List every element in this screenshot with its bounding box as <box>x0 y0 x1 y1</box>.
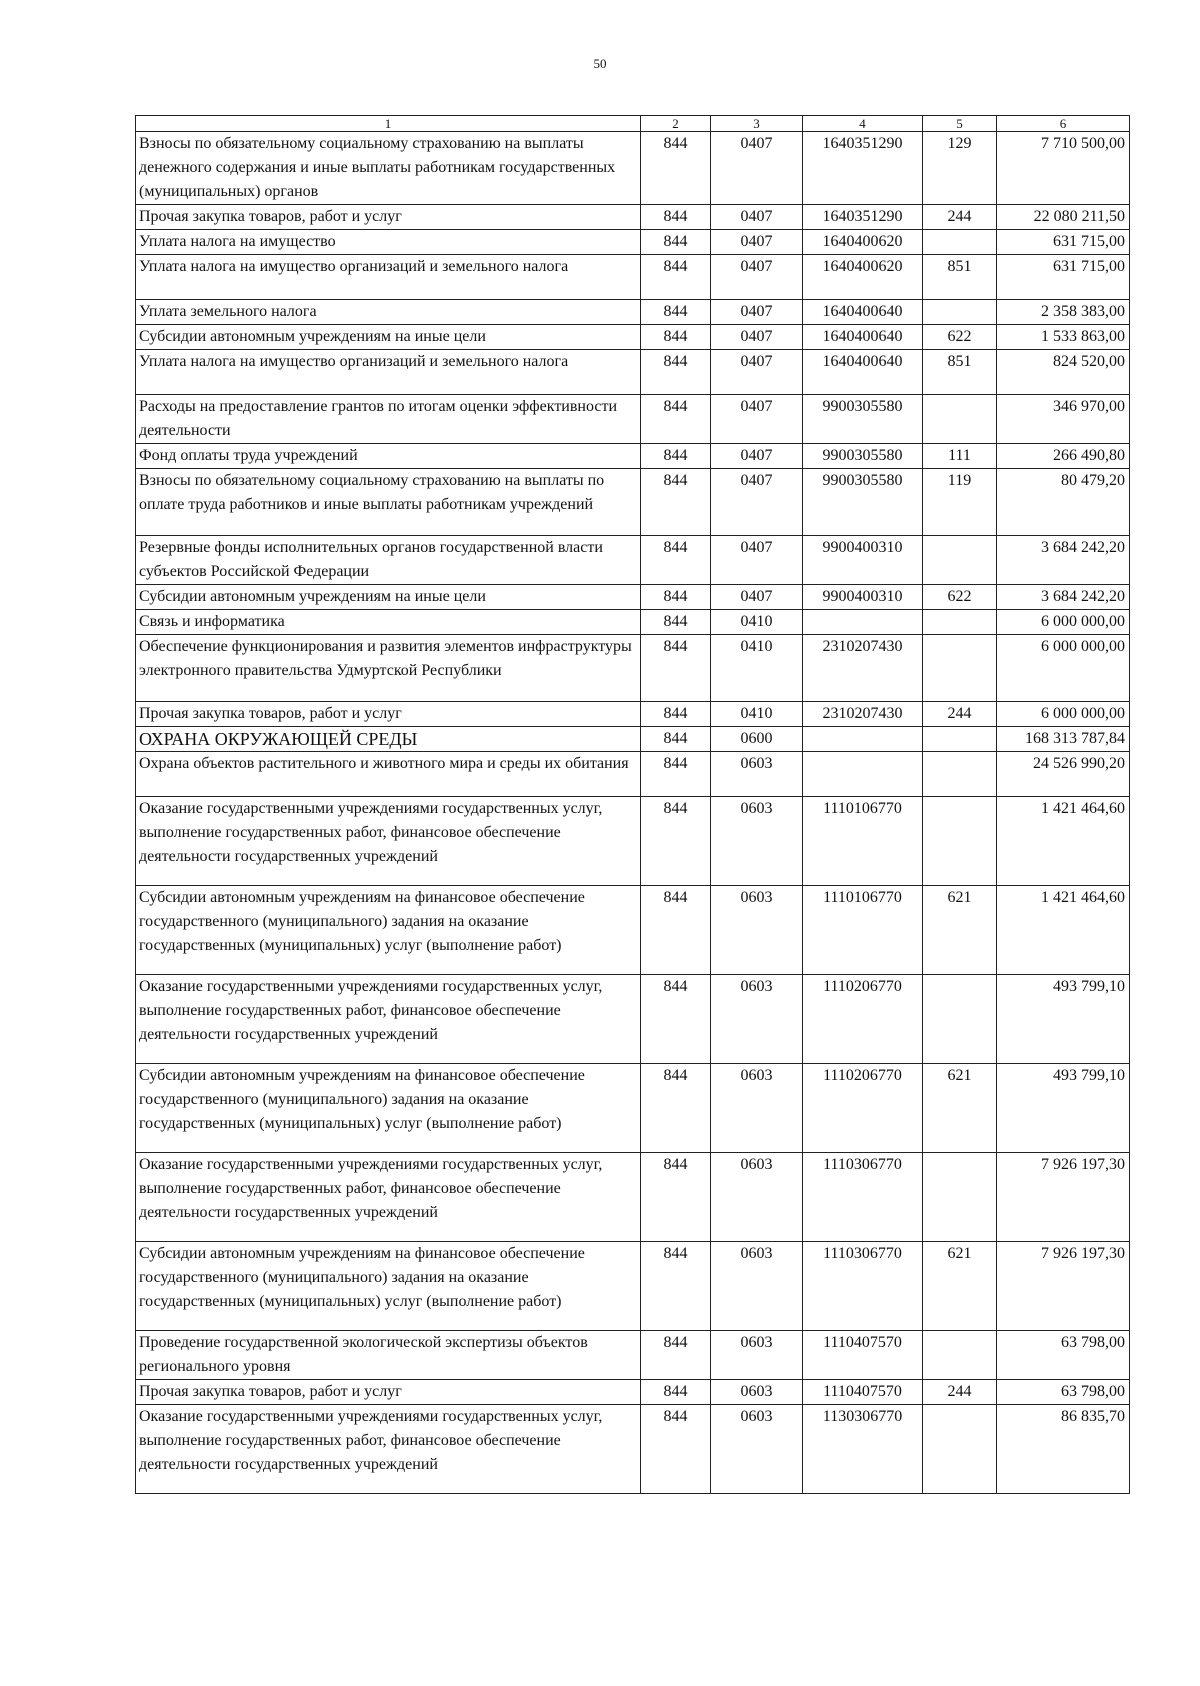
row-code-ministry-cell: 844 <box>641 1153 711 1242</box>
row-code-target-cell: 1110407570 <box>803 1380 923 1405</box>
row-amount-cell: 1 421 464,60 <box>997 797 1130 886</box>
row-code-section-cell: 0407 <box>711 585 803 610</box>
row-name-cell: Охрана объектов растительного и животного мира и среды их обитания <box>136 752 641 797</box>
row-code-target-cell: 1110106770 <box>803 886 923 975</box>
row-name-cell: Проведение государственной экологической экспертизы объектов регионального уровня <box>136 1331 641 1380</box>
row-amount-cell: 7 710 500,00 <box>997 132 1130 205</box>
row-code-target-cell <box>803 727 923 752</box>
row-code-type-cell: 622 <box>923 585 997 610</box>
table-row <box>136 300 1130 325</box>
table-row <box>136 1153 1130 1242</box>
row-code-target-cell: 9900305580 <box>803 469 923 536</box>
row-name-cell: Субсидии автономным учреждениям на иные цели <box>136 325 641 350</box>
row-code-target-cell: 1110206770 <box>803 1064 923 1153</box>
table-row <box>136 610 1130 635</box>
row-code-ministry-cell: 844 <box>641 469 711 536</box>
row-amount-cell: 3 684 242,20 <box>997 536 1130 585</box>
table-header-row <box>136 116 1130 132</box>
row-name-cell: Субсидии автономным учреждениям на иные цели <box>136 585 641 610</box>
row-amount-cell: 6 000 000,00 <box>997 702 1130 727</box>
row-code-ministry-cell: 844 <box>641 797 711 886</box>
row-code-target-cell: 9900400310 <box>803 536 923 585</box>
row-code-type-cell <box>923 752 997 797</box>
row-name-cell: Субсидии автономным учреждениям на финансовое обеспечение государственного (муниципального) задания на оказание государственных (муниципальных) услуг (выполнение работ) <box>136 1064 641 1153</box>
row-name-cell: Взносы по обязательному социальному страхованию на выплаты по оплате труда работников и иные выплаты работникам учреждений <box>136 469 641 536</box>
row-code-target-cell: 1110306770 <box>803 1242 923 1331</box>
row-code-ministry-cell: 844 <box>641 325 711 350</box>
table-row <box>136 886 1130 975</box>
header-cell-5: 5 <box>923 116 997 132</box>
table-row <box>136 975 1130 1064</box>
table-row <box>136 1380 1130 1405</box>
row-code-ministry-cell: 844 <box>641 230 711 255</box>
row-code-section-cell: 0603 <box>711 797 803 886</box>
header-cell-3: 3 <box>711 116 803 132</box>
row-amount-cell: 631 715,00 <box>997 255 1130 300</box>
row-code-ministry-cell: 844 <box>641 585 711 610</box>
row-name-cell: Взносы по обязательному социальному страхованию на выплаты денежного содержания и иные выплаты работникам государственных (муниципальных) органов <box>136 132 641 205</box>
header-cell-2: 2 <box>641 116 711 132</box>
row-name-cell: Прочая закупка товаров, работ и услуг <box>136 205 641 230</box>
row-amount-cell: 168 313 787,84 <box>997 727 1130 752</box>
table-row <box>136 350 1130 395</box>
row-code-section-cell: 0407 <box>711 395 803 444</box>
row-code-target-cell: 1110206770 <box>803 975 923 1064</box>
row-code-ministry-cell: 844 <box>641 975 711 1064</box>
row-code-ministry-cell: 844 <box>641 350 711 395</box>
row-code-type-cell <box>923 797 997 886</box>
table-row <box>136 1331 1130 1380</box>
header-cell-4: 4 <box>803 116 923 132</box>
row-code-target-cell: 1110106770 <box>803 797 923 886</box>
row-name-cell: Резервные фонды исполнительных органов государственной власти субъектов Российской Федерации <box>136 536 641 585</box>
row-name-cell: ОХРАНА ОКРУЖАЮЩЕЙ СРЕДЫ <box>136 727 641 752</box>
row-amount-cell: 7 926 197,30 <box>997 1242 1130 1331</box>
row-code-section-cell: 0410 <box>711 635 803 702</box>
page-number: 50 <box>593 56 607 71</box>
row-code-type-cell <box>923 395 997 444</box>
row-code-section-cell: 0407 <box>711 469 803 536</box>
row-code-ministry-cell: 844 <box>641 886 711 975</box>
row-code-target-cell: 1130306770 <box>803 1405 923 1494</box>
row-name-cell: Уплата налога на имущество <box>136 230 641 255</box>
row-code-section-cell: 0407 <box>711 230 803 255</box>
header-cell-1: 1 <box>136 116 641 132</box>
row-code-ministry-cell: 844 <box>641 752 711 797</box>
row-code-target-cell: 1640351290 <box>803 132 923 205</box>
row-code-target-cell: 9900400310 <box>803 585 923 610</box>
row-code-section-cell: 0407 <box>711 536 803 585</box>
row-code-ministry-cell: 844 <box>641 635 711 702</box>
row-name-cell: Прочая закупка товаров, работ и услуг <box>136 702 641 727</box>
row-code-ministry-cell: 844 <box>641 610 711 635</box>
row-code-target-cell <box>803 610 923 635</box>
row-name-cell: Связь и информатика <box>136 610 641 635</box>
row-code-section-cell: 0407 <box>711 205 803 230</box>
row-code-section-cell: 0603 <box>711 975 803 1064</box>
row-name-cell: Субсидии автономным учреждениям на финансовое обеспечение государственного (муниципального) задания на оказание государственных (муниципальных) услуг (выполнение работ) <box>136 886 641 975</box>
row-code-type-cell <box>923 975 997 1064</box>
row-name-cell: Оказание государственными учреждениями государственных услуг, выполнение государственных работ, финансовое обеспечение деятельности государственных учреждений <box>136 1153 641 1242</box>
table-row <box>136 255 1130 300</box>
row-code-target-cell: 1110407570 <box>803 1331 923 1380</box>
table-row <box>136 395 1130 444</box>
row-code-target-cell: 1640351290 <box>803 205 923 230</box>
row-code-type-cell: 622 <box>923 325 997 350</box>
row-code-type-cell <box>923 536 997 585</box>
table-row <box>136 797 1130 886</box>
row-name-cell: Фонд оплаты труда учреждений <box>136 444 641 469</box>
row-code-section-cell: 0407 <box>711 255 803 300</box>
row-code-type-cell <box>923 300 997 325</box>
row-code-ministry-cell: 844 <box>641 702 711 727</box>
row-code-section-cell: 0603 <box>711 1242 803 1331</box>
row-code-ministry-cell: 844 <box>641 1405 711 1494</box>
row-code-type-cell <box>923 1331 997 1380</box>
row-code-type-cell <box>923 727 997 752</box>
row-amount-cell: 493 799,10 <box>997 975 1130 1064</box>
row-code-target-cell: 1640400620 <box>803 230 923 255</box>
row-code-target-cell: 1640400640 <box>803 300 923 325</box>
row-code-section-cell: 0600 <box>711 727 803 752</box>
row-name-cell: Расходы на предоставление грантов по итогам оценки эффективности деятельности <box>136 395 641 444</box>
row-code-type-cell: 244 <box>923 1380 997 1405</box>
row-amount-cell: 266 490,80 <box>997 444 1130 469</box>
table-row <box>136 1242 1130 1331</box>
row-code-section-cell: 0410 <box>711 610 803 635</box>
row-code-ministry-cell: 844 <box>641 536 711 585</box>
row-amount-cell: 346 970,00 <box>997 395 1130 444</box>
table-row <box>136 1405 1130 1494</box>
row-amount-cell: 631 715,00 <box>997 230 1130 255</box>
row-code-type-cell: 621 <box>923 1242 997 1331</box>
row-name-cell: Уплата налога на имущество организаций и земельного налога <box>136 350 641 395</box>
row-code-type-cell: 851 <box>923 350 997 395</box>
row-code-type-cell <box>923 610 997 635</box>
row-code-section-cell: 0407 <box>711 300 803 325</box>
row-amount-cell: 6 000 000,00 <box>997 610 1130 635</box>
row-amount-cell: 3 684 242,20 <box>997 585 1130 610</box>
row-name-cell: Обеспечение функционирования и развития элементов инфраструктуры электронного правительства Удмуртской Республики <box>136 635 641 702</box>
table-row <box>136 230 1130 255</box>
row-code-type-cell: 111 <box>923 444 997 469</box>
row-name-cell: Оказание государственными учреждениями государственных услуг, выполнение государственных работ, финансовое обеспечение деятельности государственных учреждений <box>136 975 641 1064</box>
row-code-type-cell <box>923 1153 997 1242</box>
row-amount-cell: 2 358 383,00 <box>997 300 1130 325</box>
row-code-ministry-cell: 844 <box>641 300 711 325</box>
row-amount-cell: 63 798,00 <box>997 1331 1130 1380</box>
row-code-type-cell: 129 <box>923 132 997 205</box>
row-code-type-cell: 851 <box>923 255 997 300</box>
table-row <box>136 132 1130 205</box>
row-name-cell: Оказание государственными учреждениями государственных услуг, выполнение государственных работ, финансовое обеспечение деятельности государственных учреждений <box>136 797 641 886</box>
row-code-section-cell: 0603 <box>711 1405 803 1494</box>
row-code-ministry-cell: 844 <box>641 255 711 300</box>
row-amount-cell: 1 421 464,60 <box>997 886 1130 975</box>
table-row <box>136 702 1130 727</box>
row-amount-cell: 824 520,00 <box>997 350 1130 395</box>
table-row <box>136 325 1130 350</box>
row-amount-cell: 24 526 990,20 <box>997 752 1130 797</box>
row-code-type-cell: 621 <box>923 886 997 975</box>
row-amount-cell: 22 080 211,50 <box>997 205 1130 230</box>
row-code-ministry-cell: 844 <box>641 727 711 752</box>
row-code-target-cell: 2310207430 <box>803 702 923 727</box>
row-code-target-cell <box>803 752 923 797</box>
table-row <box>136 1064 1130 1153</box>
row-code-type-cell: 119 <box>923 469 997 536</box>
row-code-section-cell: 0407 <box>711 350 803 395</box>
row-code-target-cell: 9900305580 <box>803 395 923 444</box>
row-code-section-cell: 0407 <box>711 325 803 350</box>
table-row <box>136 635 1130 702</box>
row-code-section-cell: 0407 <box>711 444 803 469</box>
table-row <box>136 727 1130 752</box>
row-code-ministry-cell: 844 <box>641 205 711 230</box>
row-code-ministry-cell: 844 <box>641 1242 711 1331</box>
row-name-cell: Прочая закупка товаров, работ и услуг <box>136 1380 641 1405</box>
table-row <box>136 469 1130 536</box>
row-code-section-cell: 0603 <box>711 1380 803 1405</box>
row-code-ministry-cell: 844 <box>641 395 711 444</box>
row-code-section-cell: 0603 <box>711 1064 803 1153</box>
row-code-section-cell: 0603 <box>711 1153 803 1242</box>
row-name-cell: Оказание государственными учреждениями государственных услуг, выполнение государственных работ, финансовое обеспечение деятельности государственных учреждений <box>136 1405 641 1494</box>
row-code-type-cell <box>923 1405 997 1494</box>
row-code-target-cell: 2310207430 <box>803 635 923 702</box>
table-row <box>136 444 1130 469</box>
row-amount-cell: 493 799,10 <box>997 1064 1130 1153</box>
row-code-section-cell: 0407 <box>711 132 803 205</box>
table-row <box>136 752 1130 797</box>
row-code-ministry-cell: 844 <box>641 1331 711 1380</box>
budget-table <box>135 115 1130 1494</box>
row-code-ministry-cell: 844 <box>641 132 711 205</box>
row-code-ministry-cell: 844 <box>641 444 711 469</box>
row-code-target-cell: 1640400640 <box>803 350 923 395</box>
row-name-cell: Субсидии автономным учреждениям на финансовое обеспечение государственного (муниципального) задания на оказание государственных (муниципальных) услуг (выполнение работ) <box>136 1242 641 1331</box>
row-amount-cell: 80 479,20 <box>997 469 1130 536</box>
row-code-target-cell: 9900305580 <box>803 444 923 469</box>
row-code-section-cell: 0410 <box>711 702 803 727</box>
header-cell-6: 6 <box>997 116 1130 132</box>
row-amount-cell: 86 835,70 <box>997 1405 1130 1494</box>
table-row <box>136 536 1130 585</box>
row-code-section-cell: 0603 <box>711 1331 803 1380</box>
row-code-type-cell <box>923 635 997 702</box>
table-row <box>136 585 1130 610</box>
row-name-cell: Уплата земельного налога <box>136 300 641 325</box>
row-amount-cell: 1 533 863,00 <box>997 325 1130 350</box>
table-body <box>136 116 1130 1494</box>
row-code-type-cell: 621 <box>923 1064 997 1153</box>
table-row <box>136 205 1130 230</box>
row-amount-cell: 6 000 000,00 <box>997 635 1130 702</box>
row-code-section-cell: 0603 <box>711 752 803 797</box>
row-code-target-cell: 1640400640 <box>803 325 923 350</box>
row-code-type-cell <box>923 230 997 255</box>
row-amount-cell: 63 798,00 <box>997 1380 1130 1405</box>
row-code-section-cell: 0603 <box>711 886 803 975</box>
row-code-target-cell: 1640400620 <box>803 255 923 300</box>
row-amount-cell: 7 926 197,30 <box>997 1153 1130 1242</box>
row-code-type-cell: 244 <box>923 205 997 230</box>
row-code-ministry-cell: 844 <box>641 1380 711 1405</box>
row-code-target-cell: 1110306770 <box>803 1153 923 1242</box>
row-name-cell: Уплата налога на имущество организаций и земельного налога <box>136 255 641 300</box>
row-code-type-cell: 244 <box>923 702 997 727</box>
row-code-ministry-cell: 844 <box>641 1064 711 1153</box>
